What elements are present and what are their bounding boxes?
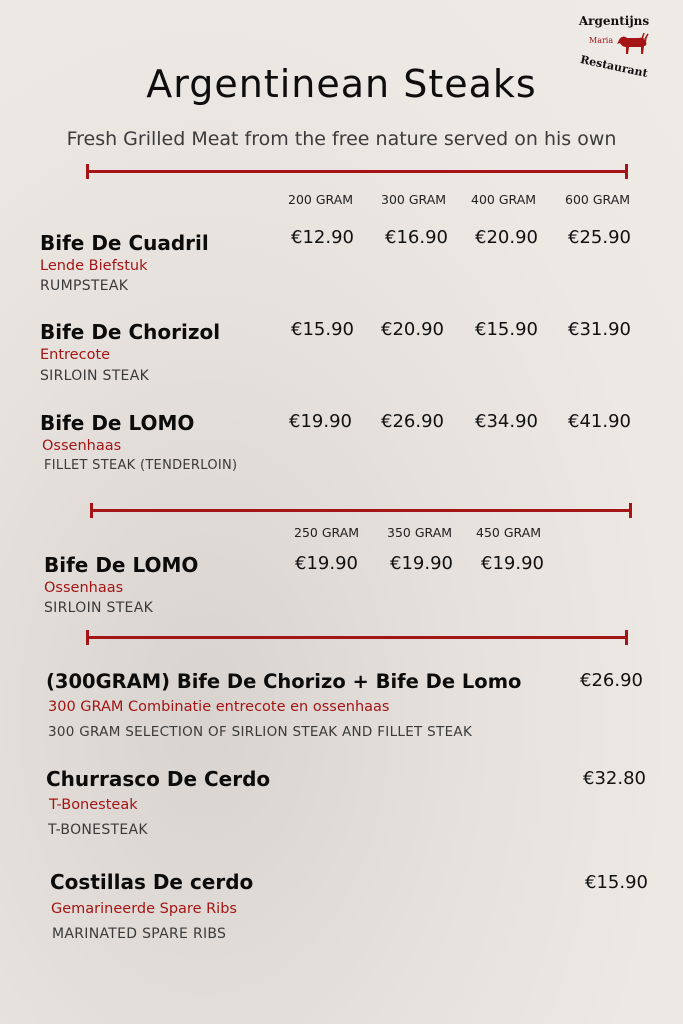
menu-item-price: €19.90 (481, 553, 544, 574)
logo-text-maria: Maria (589, 36, 614, 45)
menu-item-price: €26.90 (381, 411, 444, 432)
menu-item-price: €20.90 (381, 319, 444, 340)
menu-item-price: €19.90 (390, 553, 453, 574)
menu-item-price: €25.90 (568, 227, 631, 248)
weight-header: 600 GRAM (565, 192, 631, 207)
menu-item-price: €20.90 (475, 227, 538, 248)
page-title: Argentinean Steaks (146, 62, 537, 106)
divider-1 (86, 170, 628, 173)
menu-item-price: €15.90 (585, 872, 648, 893)
menu-item-english: T-BONESTEAK (48, 822, 148, 838)
divider-3 (86, 636, 628, 639)
menu-item-english: RUMPSTEAK (40, 278, 129, 294)
menu-item-name: Bife De Chorizol (40, 320, 221, 344)
menu-item-name: Bife De Cuadril (40, 231, 209, 255)
menu-item-price: €15.90 (475, 319, 538, 340)
logo-text-top: Argentijns (578, 14, 650, 28)
menu-item-name: Bife De LOMO (40, 411, 195, 435)
menu-item-dutch: Ossenhaas (44, 580, 124, 596)
menu-item-english: 300 GRAM SELECTION OF SIRLION STEAK AND FILLET STEAK (48, 724, 473, 740)
menu-item-dutch: T-Bonesteak (49, 797, 138, 813)
weight-header: 400 GRAM (471, 192, 537, 207)
logo-text-bottom: Restaurant (579, 53, 649, 80)
menu-item-english: SIRLOIN STEAK (40, 368, 150, 384)
weight-header: 350 GRAM (387, 525, 453, 540)
menu-item-dutch: 300 GRAM Combinatie entrecote en ossenhaas (48, 699, 390, 715)
page-subtitle: Fresh Grilled Meat from the free nature served on his own (66, 128, 617, 150)
menu-item-price: €19.90 (289, 411, 352, 432)
menu-item-price: €19.90 (295, 553, 358, 574)
menu-item-price: €12.90 (291, 227, 354, 248)
menu-item-dutch: Entrecote (40, 347, 111, 363)
menu-item-dutch: Gemarineerde Spare Ribs (51, 901, 237, 917)
menu-item-name: Churrasco De Cerdo (46, 767, 271, 791)
menu-item-english: MARINATED SPARE RIBS (52, 926, 227, 942)
weight-header: 450 GRAM (476, 525, 542, 540)
weight-header: 200 GRAM (288, 192, 354, 207)
bull-icon (615, 28, 649, 58)
menu-item-name: Bife De LOMO (44, 553, 199, 577)
menu-item-price: €32.80 (583, 768, 646, 789)
menu-item-price: €31.90 (568, 319, 631, 340)
menu-item-price: €15.90 (291, 319, 354, 340)
weight-header: 300 GRAM (381, 192, 447, 207)
menu-item-dutch: Ossenhaas (42, 438, 122, 454)
menu-item-price: €41.90 (568, 411, 631, 432)
menu-item-english: SIRLOIN STEAK (44, 600, 154, 616)
menu-item-price: €16.90 (385, 227, 448, 248)
divider-2 (90, 509, 632, 512)
weight-header: 250 GRAM (294, 525, 360, 540)
menu-item-english: FILLET STEAK (TENDERLOIN) (44, 458, 238, 473)
menu-item-name: (300GRAM) Bife De Chorizo + Bife De Lomo (46, 670, 522, 693)
menu-item-name: Costillas De cerdo (50, 870, 254, 894)
menu-item-price: €34.90 (475, 411, 538, 432)
menu-item-dutch: Lende Biefstuk (40, 258, 148, 274)
menu-item-price: €26.90 (580, 670, 643, 691)
